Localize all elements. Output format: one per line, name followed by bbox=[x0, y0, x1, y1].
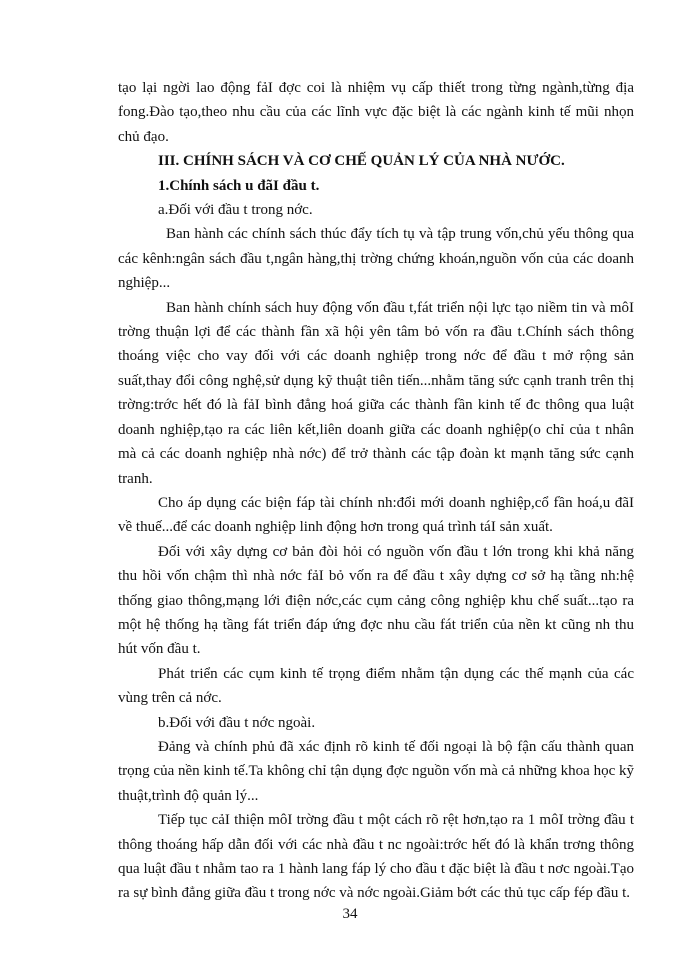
paragraph-intro: tạo lại ngời lao động fảI đợc coi là nhiệm vụ cấp thiết trong từng ngành,từng địa fong.Đào tạo,theo nhu cầu của các lĩnh vực đặc biệt là các ngành kinh tế mũi nhọn chủ đạo. bbox=[118, 80, 634, 145]
page-number: 34 bbox=[342, 906, 358, 922]
paragraph: Đối với xây dựng cơ bản đòi hỏi có nguồn vốn đầu t lớn trong khi khả năng thu hồi vốn chậm thì nhà nớc fảI bỏ vốn ra để đầu t xây dựng cơ sở hạ tầng nh:hệ thống giao thông,mạng lới điện nớc,các cụm cảng công nghiệp khu chế suất...tạo ra một hệ thống hạ tầng fát triển đáp ứng đợc nhu cầu fát triển của nền kt cũng nh thu hút vốn đầu t. bbox=[118, 543, 634, 658]
section-heading-iii: III. CHÍNH SÁCH VÀ CƠ CHẾ QUẢN LÝ CỦA NHÀ NƯỚC. bbox=[158, 153, 565, 170]
subsection-heading-1: 1.Chính sách u đãI đầu t. bbox=[158, 177, 320, 194]
paragraph: Phát triển các cụm kinh tế trọng điểm nhằm tận dụng các thế mạnh của các vùng trên cả nớc. bbox=[118, 665, 634, 707]
paragraph: Ban hành các chính sách thúc đẩy tích tụ và tập trung vốn,chủ yếu thông qua các kênh:ngân sách đầu t,ngân hàng,thị trờng chứng khoán,nguồn vốn của các doanh nghiệp... bbox=[118, 226, 634, 292]
paragraph: Ban hành chính sách huy động vốn đầu t,fát triển nội lực tạo niềm tin và môI trờng thuận lợi để các thành fần xã hội yên tâm bỏ vốn ra đầu t.Chính sách thông thoáng việc cho vay đối với các doanh nghiệp trong nớc để đầu t mở rộng sản suất,thay đổi công nghệ,sử dụng kỹ thuật tiên tiến...nhằm tăng sức cạnh tranh trên thị trờng:trớc hết đó là fảI bình đẳng hoá giữa các thành fần kinh tế đc thông qua luật doanh nghiệp,tạo ra các liên kết,liên doanh giữa các doanh nghiệp(o chỉ của t nhân mà cả các doanh nghiệp nhà nớc) để trở thành các tập đoàn kt mạnh tăng sức cạnh tranh. bbox=[118, 299, 634, 487]
paragraph: Cho áp dụng các biện fáp tài chính nh:đổi mới doanh nghiệp,cổ fần hoá,u đãI về thuế...để các doanh nghiệp linh động hơn trong quá trình táI sản xuất. bbox=[118, 494, 634, 536]
paragraph: Đảng và chính phủ đã xác định rõ kinh tế đối ngoại là bộ fận cấu thành quan trọng của nền kinh tế.Ta không chỉ tận dụng đợc nguồn vốn mà cả những khoa học kỹ thuật,trình độ quản lý... bbox=[118, 738, 634, 804]
paragraph: Tiếp tục cảI thiện môI trờng đầu t một cách rõ rệt hơn,tạo ra 1 môI trờng đầu t thông thoáng hấp dẫn đối với các nhà đầu t nc ngoài:trớc hết đó là khẩn trơng thông qua luật đầu t nhằm tao ra 1 hành lang fáp lý cho đầu t đặc biệt là đầu t nơc ngoài.Tạo ra sự bình đẳng giữa đầu t trong nớc và nớc ngoài.Giảm bớt các thủ tục cấp fép đầu t. bbox=[118, 812, 634, 902]
body-text bbox=[118, 76, 634, 906]
subheading-b: b.Đối với đầu t nớc ngoài. bbox=[158, 714, 316, 731]
subheading-a: a.Đối với đầu t trong nớc. bbox=[158, 202, 313, 219]
